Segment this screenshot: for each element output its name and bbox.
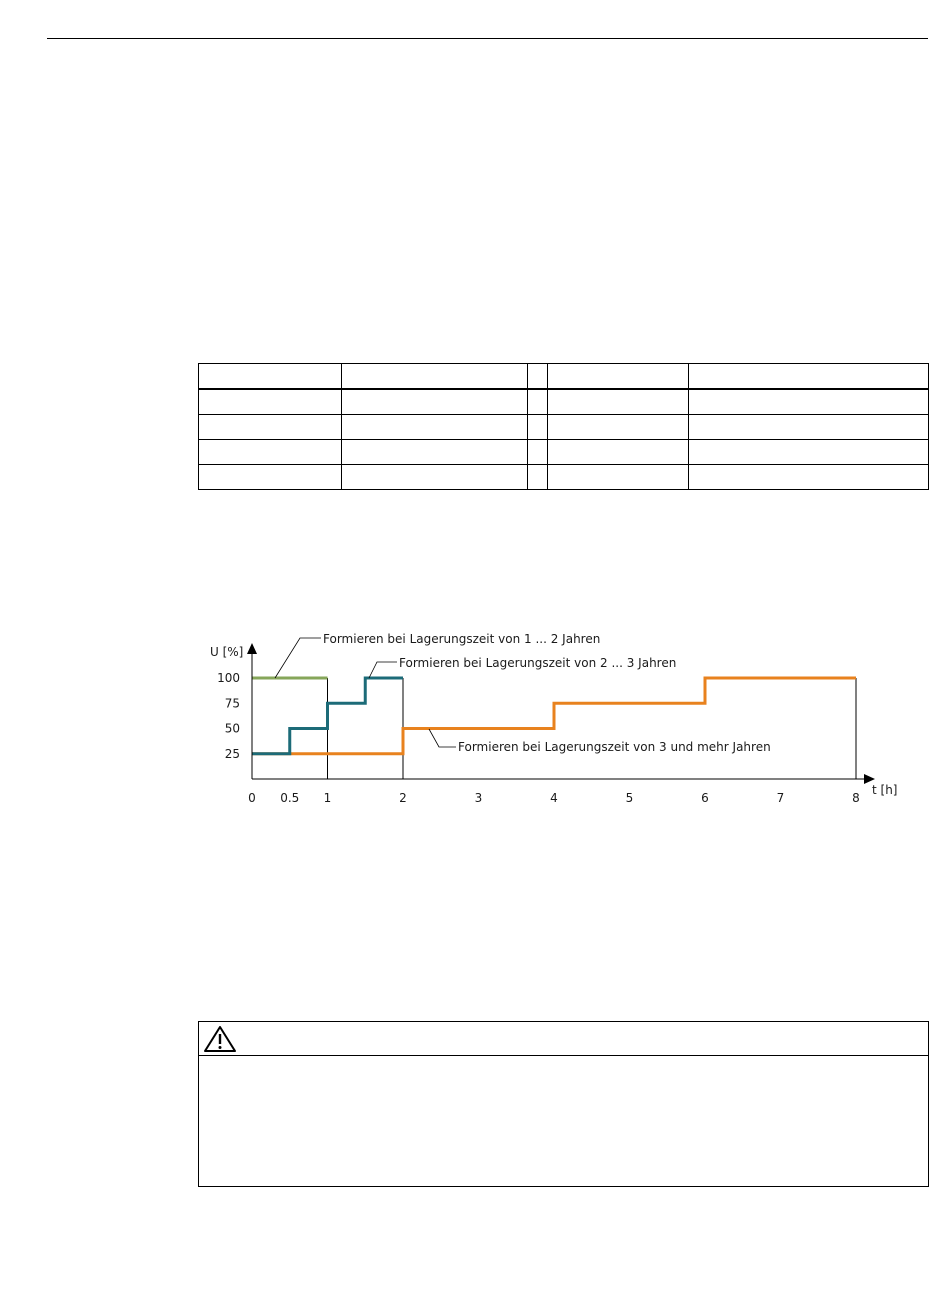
leader-line-2 <box>369 662 397 678</box>
y-tick-label: 75 <box>224 696 240 711</box>
leader-line-1 <box>275 638 321 678</box>
x-tick-label: 2 <box>399 791 407 805</box>
y-tick-label: 50 <box>224 721 240 736</box>
y-tick-label: 25 <box>224 746 240 761</box>
x-axis-label: t [h] <box>872 783 898 797</box>
annotations <box>275 632 771 754</box>
x-tick-label: 4 <box>550 791 558 805</box>
y-tick-label: 100 <box>217 671 240 685</box>
x-tick-label: 1 <box>323 791 332 805</box>
y-axis-arrow <box>247 643 257 654</box>
annotation-series-2: Formieren bei Lagerungszeit von 2 ... 3 Jahren <box>399 656 677 670</box>
x-tick-label: 0 <box>248 791 256 805</box>
x-tick-label: 8 <box>852 791 860 805</box>
x-tick-label: 0.5 <box>280 791 300 805</box>
warning-header <box>199 1022 928 1056</box>
y-axis-label: U [%] <box>210 645 244 659</box>
leader-line-3 <box>429 729 456 747</box>
x-tick-label: 3 <box>474 791 483 805</box>
warning-box <box>198 1021 929 1187</box>
tick-labels <box>217 671 860 805</box>
x-tick-label: 5 <box>625 791 634 805</box>
x-tick-label: 7 <box>776 791 785 805</box>
x-tick-label: 6 <box>701 791 709 805</box>
annotation-series-3: Formieren bei Lagerungszeit von 3 und mehr Jahren <box>458 740 771 754</box>
annotation-series-1: Formieren bei Lagerungszeit von 1 ... 2 Jahren <box>323 632 601 646</box>
warning-triangle-icon <box>203 1025 237 1053</box>
